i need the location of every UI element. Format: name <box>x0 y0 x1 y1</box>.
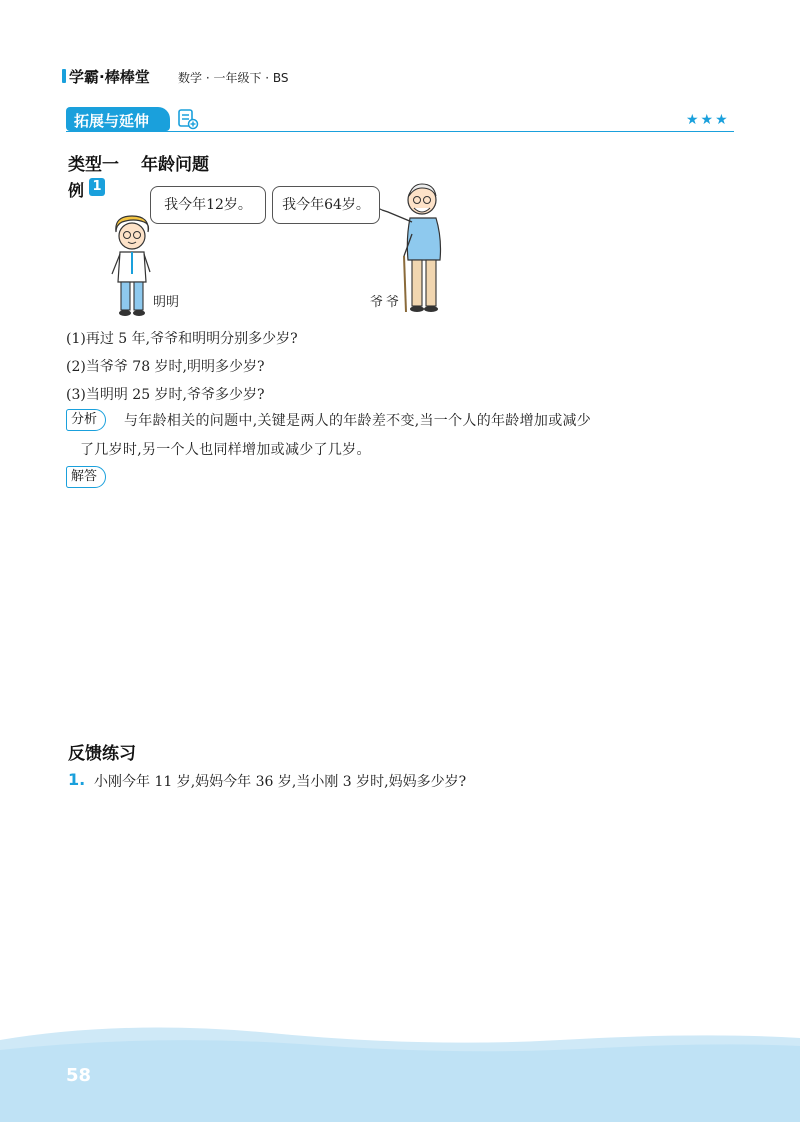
document-icon <box>177 108 199 130</box>
analysis-text-line-2: 了几岁时,另一个人也同样增加或减少了几岁。 <box>80 442 371 458</box>
name-label-mingming: 明明 <box>153 295 180 310</box>
page-number: 58 <box>66 1065 92 1086</box>
brand-mark-icon <box>62 69 66 83</box>
speech-bubble-mingming: 我今年12岁。 <box>150 186 266 224</box>
type-topic: 年龄问题 <box>141 155 209 175</box>
feedback-heading: 反馈练习 <box>68 744 136 764</box>
footer-wave <box>0 1010 800 1122</box>
brand-name: 学霸·棒棒堂 <box>69 68 150 86</box>
subject-label: 数学 · 一年级下 · BS <box>178 71 289 85</box>
exercise-number: 1. <box>68 770 86 789</box>
type-label: 类型一 <box>68 155 119 175</box>
section-divider <box>66 131 734 132</box>
question-2: (2)当爷爷 78 岁时,明明多少岁? <box>66 359 265 375</box>
brand-logo <box>62 66 150 87</box>
exercise-text: 小刚今年 11 岁,妈妈今年 36 岁,当小刚 3 岁时,妈妈多少岁? <box>94 774 467 790</box>
type-heading <box>68 150 209 175</box>
question-1: (1)再过 5 年,爷爷和明明分别多少岁? <box>66 331 298 347</box>
speech-bubble-grandpa: 我今年64岁。 <box>272 186 380 224</box>
question-3: (3)当明明 25 岁时,爷爷多少岁? <box>66 387 265 403</box>
difficulty-stars: ★★★ <box>686 112 730 128</box>
name-label-grandpa: 爷爷 <box>370 295 403 310</box>
example-label: 例 <box>68 181 85 200</box>
section-title: 拓展与延伸 <box>74 112 150 130</box>
answer-tag: 解答 <box>66 466 106 488</box>
analysis-text-line-1: 与年龄相关的问题中,关键是两人的年龄差不变,当一个人的年龄增加或减少 <box>124 413 592 429</box>
example-number-badge: 1 <box>89 178 105 196</box>
analysis-tag: 分析 <box>66 409 106 431</box>
